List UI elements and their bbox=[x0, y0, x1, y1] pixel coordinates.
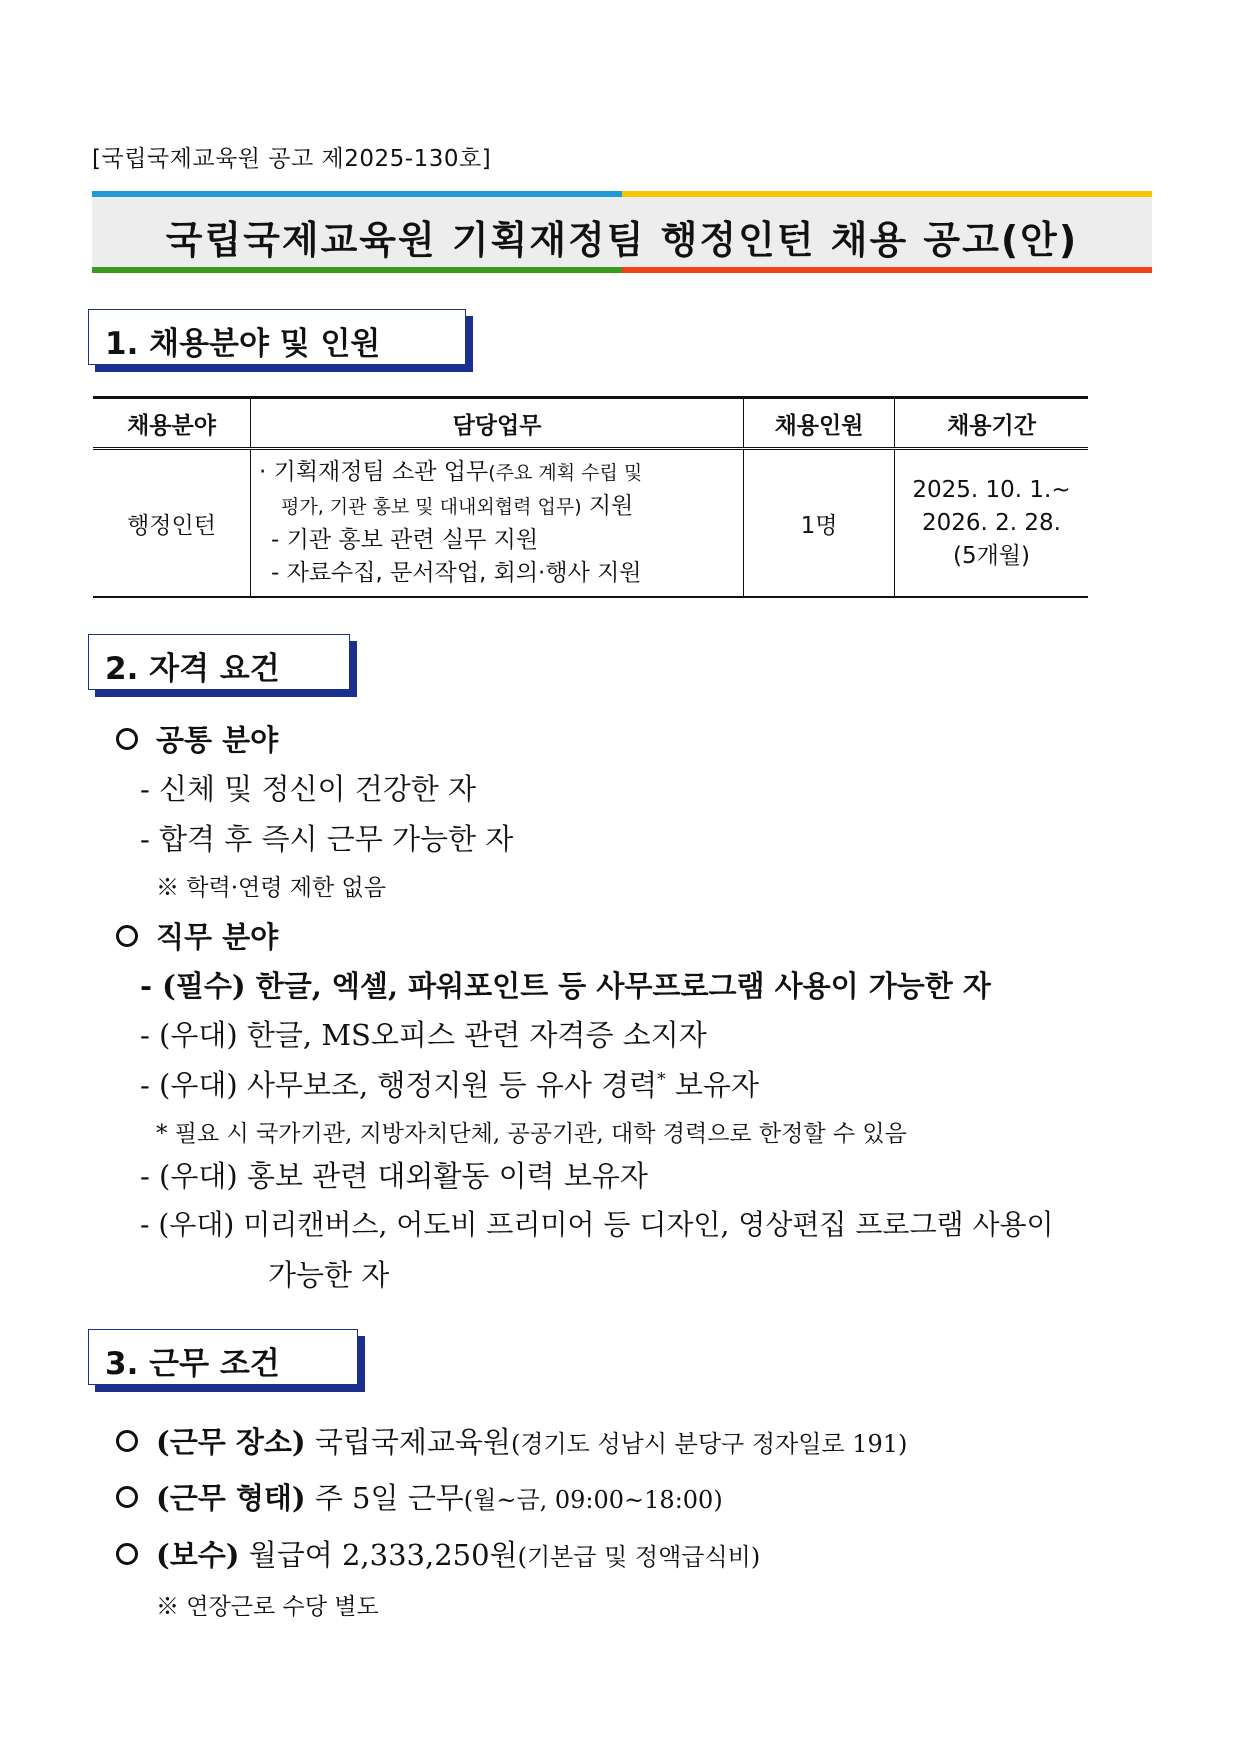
duty-line2 bbox=[259, 490, 735, 524]
work-type: (근무 형태) 주 5일 근무(월~금, 09:00~18:00) bbox=[116, 1476, 723, 1517]
circle-bullet-icon bbox=[116, 925, 138, 947]
work-place: (근무 장소) 국립국제교육원(경기도 성남시 분당구 정자일로 191) bbox=[116, 1420, 907, 1461]
period-line2: 2026. 2. 28. bbox=[922, 509, 1061, 536]
duty-sub1: - 기관 홍보 관련 실무 지원 bbox=[271, 527, 539, 553]
table-row bbox=[93, 449, 1088, 598]
section3-heading-box bbox=[88, 1329, 358, 1385]
job-required: - (필수) 한글, 엑셀, 파워포인트 등 사무프로그램 사용이 가능한 자 bbox=[140, 969, 991, 1003]
job-preferred-1: - (우대) 한글, MS오피스 관련 자격증 소지자 bbox=[140, 1018, 707, 1052]
title-bar-green bbox=[92, 267, 622, 273]
pay-note: ※ 연장근로 수당 별도 bbox=[156, 1594, 379, 1620]
title-bar-red bbox=[622, 267, 1152, 273]
job-note: * 필요 시 국가기관, 지방자치단체, 공공기관, 대학 경력으로 한정할 수 있음 bbox=[156, 1121, 907, 1147]
period-line3: (5개월) bbox=[952, 542, 1030, 569]
circle-bullet-icon bbox=[116, 1543, 138, 1565]
col-header-count: 채용인원 bbox=[744, 398, 895, 449]
duty-sub2: - 자료수집, 문서작업, 회의·행사 지원 bbox=[271, 560, 642, 586]
col-header-period: 채용기간 bbox=[895, 398, 1089, 449]
cell-period bbox=[895, 449, 1089, 598]
common-item-1: - 신체 및 정신이 건강한 자 bbox=[140, 772, 477, 806]
job-preferred-2: - (우대) 사무보조, 행정지원 등 유사 경력* 보유자 bbox=[140, 1068, 759, 1102]
title-bar-blue bbox=[92, 191, 622, 197]
col-header-field: 채용분야 bbox=[93, 398, 251, 449]
period-line1: 2025. 10. 1.~ bbox=[912, 476, 1071, 503]
circle-bullet-icon bbox=[116, 728, 138, 750]
duty-line2-small: 평가, 기관 홍보 및 대내외협력 업무) bbox=[281, 496, 582, 518]
circle-bullet-icon bbox=[116, 1486, 138, 1508]
notice-reference: [국립국제교육원 공고 제2025-130호] bbox=[92, 146, 492, 172]
duty-line1-small: (주요 계획 수립 및 bbox=[488, 462, 643, 484]
section1-heading: 1. 채용분야 및 인원 bbox=[105, 326, 381, 362]
recruit-table bbox=[93, 396, 1088, 598]
title-bar-yellow bbox=[622, 191, 1152, 197]
work-pay: (보수) 월급여 2,333,250원(기본급 및 정액급식비) bbox=[116, 1533, 760, 1574]
job-preferred-4-cont: 가능한 자 bbox=[268, 1258, 390, 1292]
common-field-title: 공통 분야 bbox=[116, 718, 278, 759]
job-field-title: 직무 분야 bbox=[116, 915, 278, 956]
cell-count: 1명 bbox=[744, 449, 895, 598]
cell-duty bbox=[251, 449, 744, 598]
common-note: ※ 학력·연령 제한 없음 bbox=[156, 875, 386, 901]
section2-heading-box bbox=[88, 634, 350, 690]
page-title: 국립국제교육원 기획재정팀 행정인턴 채용 공고(안) bbox=[165, 218, 1079, 262]
title-box bbox=[92, 191, 1152, 273]
job-preferred-4: - (우대) 미리캔버스, 어도비 프리미어 등 디자인, 영상편집 프로그램 사용이 bbox=[140, 1208, 1054, 1241]
asterisk-mark: * bbox=[657, 1069, 666, 1090]
common-item-2: - 합격 후 즉시 근무 가능한 자 bbox=[140, 822, 514, 856]
table-header-row bbox=[93, 398, 1088, 449]
col-header-duty: 담당업무 bbox=[251, 398, 744, 449]
circle-bullet-icon bbox=[116, 1430, 138, 1452]
section2-heading: 2. 자격 요건 bbox=[105, 651, 280, 687]
section1-heading-box bbox=[88, 309, 466, 365]
duty-line1-main: · 기획재정팀 소관 업무 bbox=[259, 459, 489, 485]
job-preferred-3: - (우대) 홍보 관련 대외활동 이력 보유자 bbox=[140, 1159, 648, 1193]
cell-field: 행정인턴 bbox=[93, 449, 251, 598]
section3-heading: 3. 근무 조건 bbox=[105, 1346, 280, 1382]
duty-line1 bbox=[259, 456, 735, 490]
duty-line2-main: 지원 bbox=[581, 493, 634, 519]
